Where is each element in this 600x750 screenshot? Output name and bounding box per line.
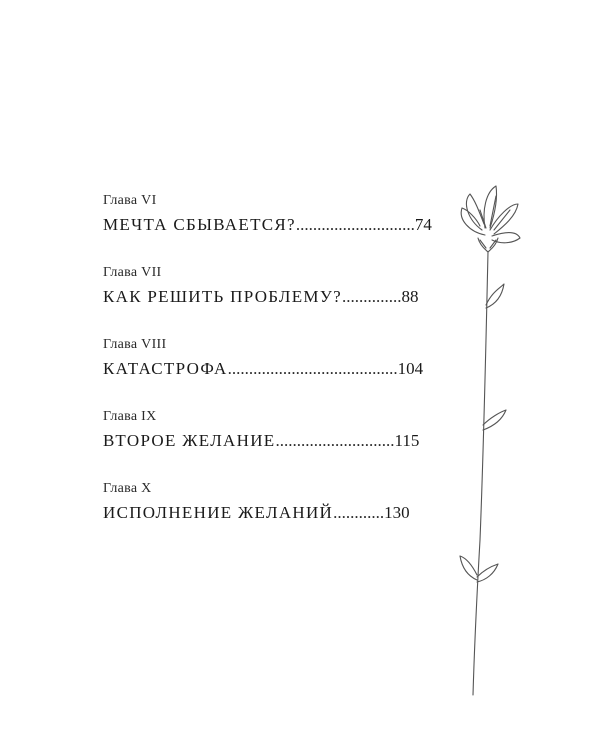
page-number: 130	[384, 503, 410, 522]
chapter-label: Глава IX	[103, 409, 157, 424]
chapter-title: ИСПОЛНЕНИЕ ЖЕЛАНИЙ	[103, 503, 334, 522]
dot-leader: ............................	[275, 431, 395, 450]
chapter-title-row	[103, 503, 410, 523]
table-of-contents	[103, 193, 433, 553]
chapter-label: Глава X	[103, 481, 152, 496]
dot-leader: ............	[333, 503, 385, 522]
toc-entry-chapter-8[interactable]	[103, 337, 433, 409]
toc-entry-chapter-10[interactable]	[103, 481, 433, 553]
chapter-label: Глава VII	[103, 265, 162, 280]
toc-entry-chapter-7[interactable]	[103, 265, 433, 337]
toc-entry-chapter-9[interactable]	[103, 409, 433, 481]
chapter-title-row	[103, 359, 423, 379]
chapter-title-row	[103, 215, 432, 235]
chapter-title: КАК РЕШИТЬ ПРОБЛЕМУ?	[103, 287, 343, 306]
page-number: 88	[401, 287, 419, 306]
flower-icon	[440, 180, 530, 700]
toc-entry-chapter-6[interactable]	[103, 193, 433, 265]
chapter-label: Глава VI	[103, 193, 157, 208]
page-number: 74	[414, 215, 432, 234]
chapter-title: ВТОРОЕ ЖЕЛАНИЕ	[103, 431, 276, 450]
dot-leader: ........................................	[227, 359, 398, 378]
dot-leader: ............................	[295, 215, 415, 234]
chapter-title-row	[103, 431, 419, 451]
chapter-title: МЕЧТА СБЫВАЕТСЯ?	[103, 215, 296, 234]
page-number: 104	[397, 359, 424, 378]
page-number: 115	[394, 431, 420, 450]
dot-leader: ..............	[342, 287, 402, 306]
chapter-label: Глава VIII	[103, 337, 167, 352]
chapter-title: КАТАСТРОФА	[103, 359, 228, 378]
chapter-title-row	[103, 287, 419, 307]
